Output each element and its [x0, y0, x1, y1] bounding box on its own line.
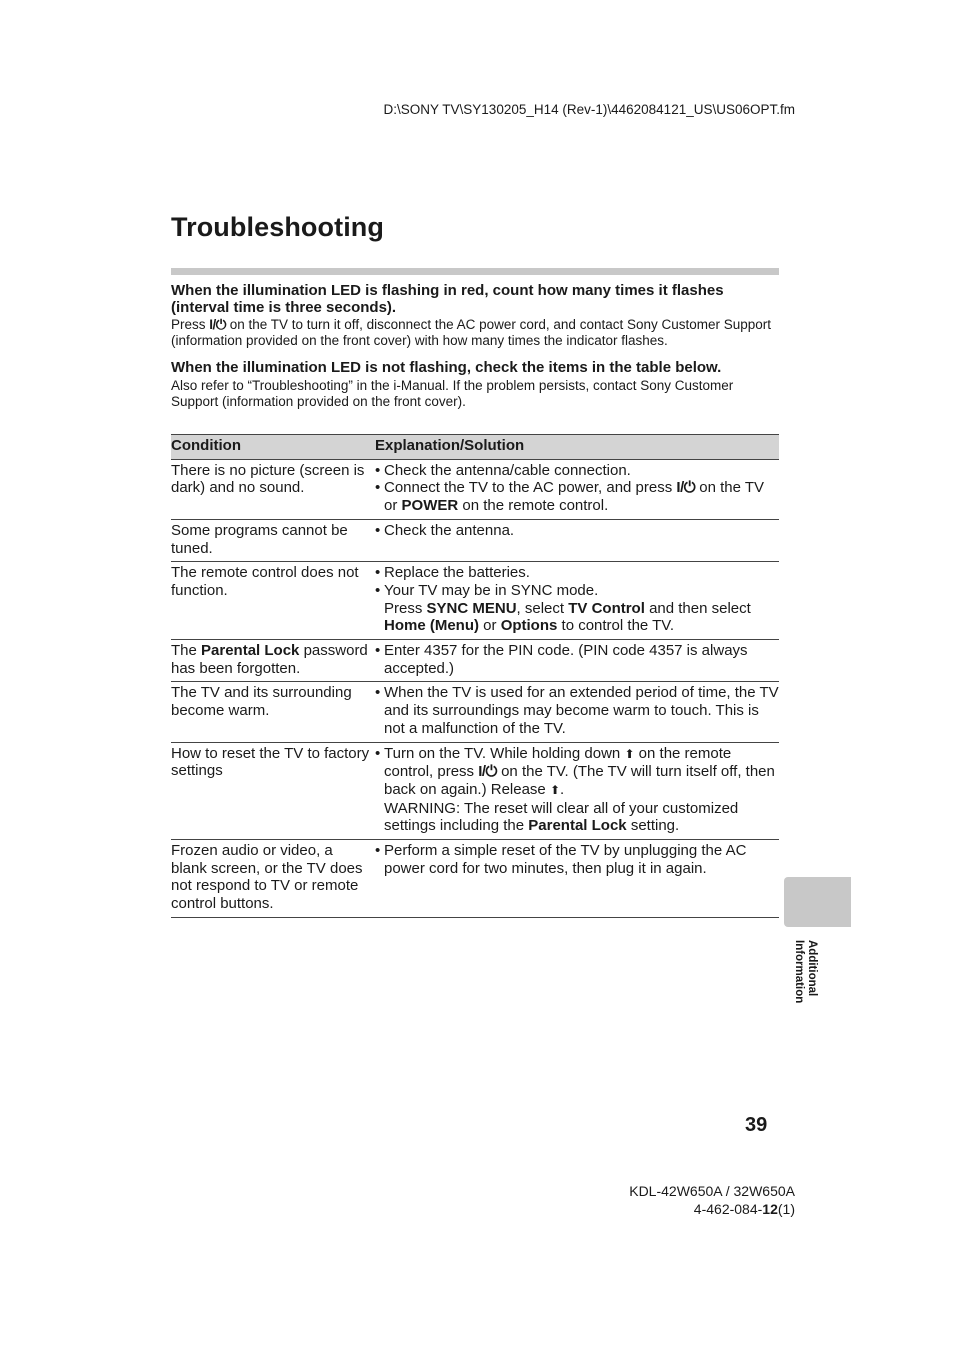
options-label: Options	[500, 617, 558, 635]
solution-item: • Check the antenna.	[375, 522, 779, 540]
page-title: Troubleshooting	[171, 212, 384, 242]
solution-text: Turn on the TV. While holding down	[384, 744, 621, 762]
parental-lock-label: Parental Lock	[201, 642, 300, 660]
part-number-revision: 12	[762, 1201, 778, 1217]
warning-text: setting.	[630, 817, 680, 835]
solution-text: on the TV. (The TV will turn itself off, then back on again.) Release	[384, 763, 775, 798]
solution-item: • Replace the batteries.	[375, 564, 779, 582]
up-arrow-icon: ⬆	[549, 782, 561, 797]
home-menu-label: Home (Menu)	[384, 617, 479, 635]
not-flashing-section	[171, 360, 779, 410]
section-tab-line: Additional	[806, 940, 818, 997]
page-number: 39	[745, 1114, 768, 1136]
solution-text: on the remote control.	[462, 497, 609, 515]
table-row	[171, 562, 779, 640]
flashing-led-body: on the TV to turn it off, disconnect the AC power cord, and contact Sony Customer Support (information provided on the front cover) with how many times the indicator flashes.	[171, 317, 772, 348]
column-header-condition: Condition	[171, 435, 375, 460]
solution-item: • Check the antenna/cable connection.	[375, 462, 779, 480]
solution-text: and then select	[649, 599, 751, 617]
solution-text: Press	[384, 599, 423, 617]
reset-warning	[384, 800, 779, 835]
solution-cell	[375, 682, 779, 742]
section-tab-line: Information	[793, 940, 805, 1004]
solution-item	[375, 745, 779, 836]
solution-item	[375, 479, 779, 514]
part-number-suffix: (1)	[777, 1201, 795, 1217]
title-divider	[171, 268, 779, 275]
file-path-header: D:\SONY TV\SY130205_H14 (Rev-1)\4462084121_US\US06OPT.fm	[383, 102, 795, 117]
flashing-led-instructions	[171, 317, 779, 349]
part-number	[629, 1200, 795, 1218]
solution-cell	[375, 742, 779, 840]
solution-text: Connect the TV to the AC power, and press	[384, 479, 673, 497]
section-tab	[784, 877, 851, 927]
solution-cell	[375, 459, 779, 519]
solution-item: • Perform a simple reset of the TV by unplugging the AC power cord for two minutes, then plug it in again.	[375, 842, 779, 877]
table-row	[171, 682, 779, 742]
solution-text: on the TV or	[384, 479, 765, 515]
warning-text: WARNING: The reset will clear all of your customized settings including the	[384, 799, 739, 835]
solution-text: • Your TV may be in SYNC mode.	[384, 581, 599, 599]
solution-cell	[375, 562, 779, 640]
not-flashing-heading: When the illumination LED is not flashing, check the items in the table below.	[171, 359, 722, 376]
solution-text: to control the TV.	[561, 617, 675, 635]
condition-cell: Frozen audio or video, a blank screen, or the TV does not respond to TV or remote control buttons.	[171, 840, 375, 918]
model-number: KDL-42W650A / 32W650A	[629, 1183, 795, 1199]
power-icon: I/⏻	[209, 317, 226, 332]
solution-text: on the remote control, press	[384, 744, 732, 781]
solution-item: • Enter 4357 for the PIN code. (PIN code 4357 is always accepted.)	[375, 642, 779, 677]
solution-text: or	[483, 617, 497, 635]
section-tab-label	[792, 940, 818, 1003]
condition-cell	[171, 640, 375, 682]
condition-cell: The TV and its surrounding become warm.	[171, 682, 375, 742]
table-row	[171, 519, 779, 561]
model-info	[629, 1182, 795, 1218]
solution-item: • When the TV is used for an extended period of time, the TV and its surroundings may become warm to touch. This is not a malfunction of the TV.	[375, 684, 779, 737]
solution-text: .	[560, 780, 565, 798]
power-icon: I/⏻	[676, 479, 696, 497]
not-flashing-body: Also refer to “Troubleshooting” in the i-Manual. If the problem persists, contact Sony Customer Support (information provided on the front cover).	[171, 377, 734, 409]
press-text: Press	[171, 317, 206, 332]
sync-menu-label: SYNC MENU	[426, 599, 517, 617]
table-header-row	[171, 435, 779, 460]
troubleshooting-table	[171, 434, 779, 918]
part-number-prefix: 4-462-084-	[693, 1201, 763, 1217]
condition-text: password has been forgotten.	[171, 642, 368, 677]
solution-cell	[375, 840, 779, 918]
solution-cell	[375, 640, 779, 682]
parental-lock-label: Parental Lock	[528, 817, 627, 835]
condition-cell: The remote control does not function.	[171, 562, 375, 640]
flashing-led-heading: When the illumination LED is flashing in red, count how many times it flashes (interval time is three seconds).	[171, 282, 724, 316]
table-row	[171, 742, 779, 840]
condition-cell: How to reset the TV to factory settings	[171, 742, 375, 840]
flashing-led-section	[171, 283, 779, 349]
power-icon: I/⏻	[478, 763, 497, 781]
solution-item	[375, 582, 779, 635]
up-arrow-icon: ⬆	[624, 746, 635, 761]
power-button-label: POWER	[401, 497, 459, 515]
solution-cell	[375, 519, 779, 561]
condition-cell: Some programs cannot be tuned.	[171, 519, 375, 561]
condition-cell: There is no picture (screen is dark) and no sound.	[171, 459, 375, 519]
table-row	[171, 840, 779, 918]
condition-text: The	[171, 642, 197, 660]
table-row	[171, 640, 779, 682]
solution-text: , select	[516, 599, 565, 617]
column-header-solution: Explanation/Solution	[375, 435, 779, 460]
tv-control-label: TV Control	[568, 599, 645, 617]
table-row	[171, 459, 779, 519]
